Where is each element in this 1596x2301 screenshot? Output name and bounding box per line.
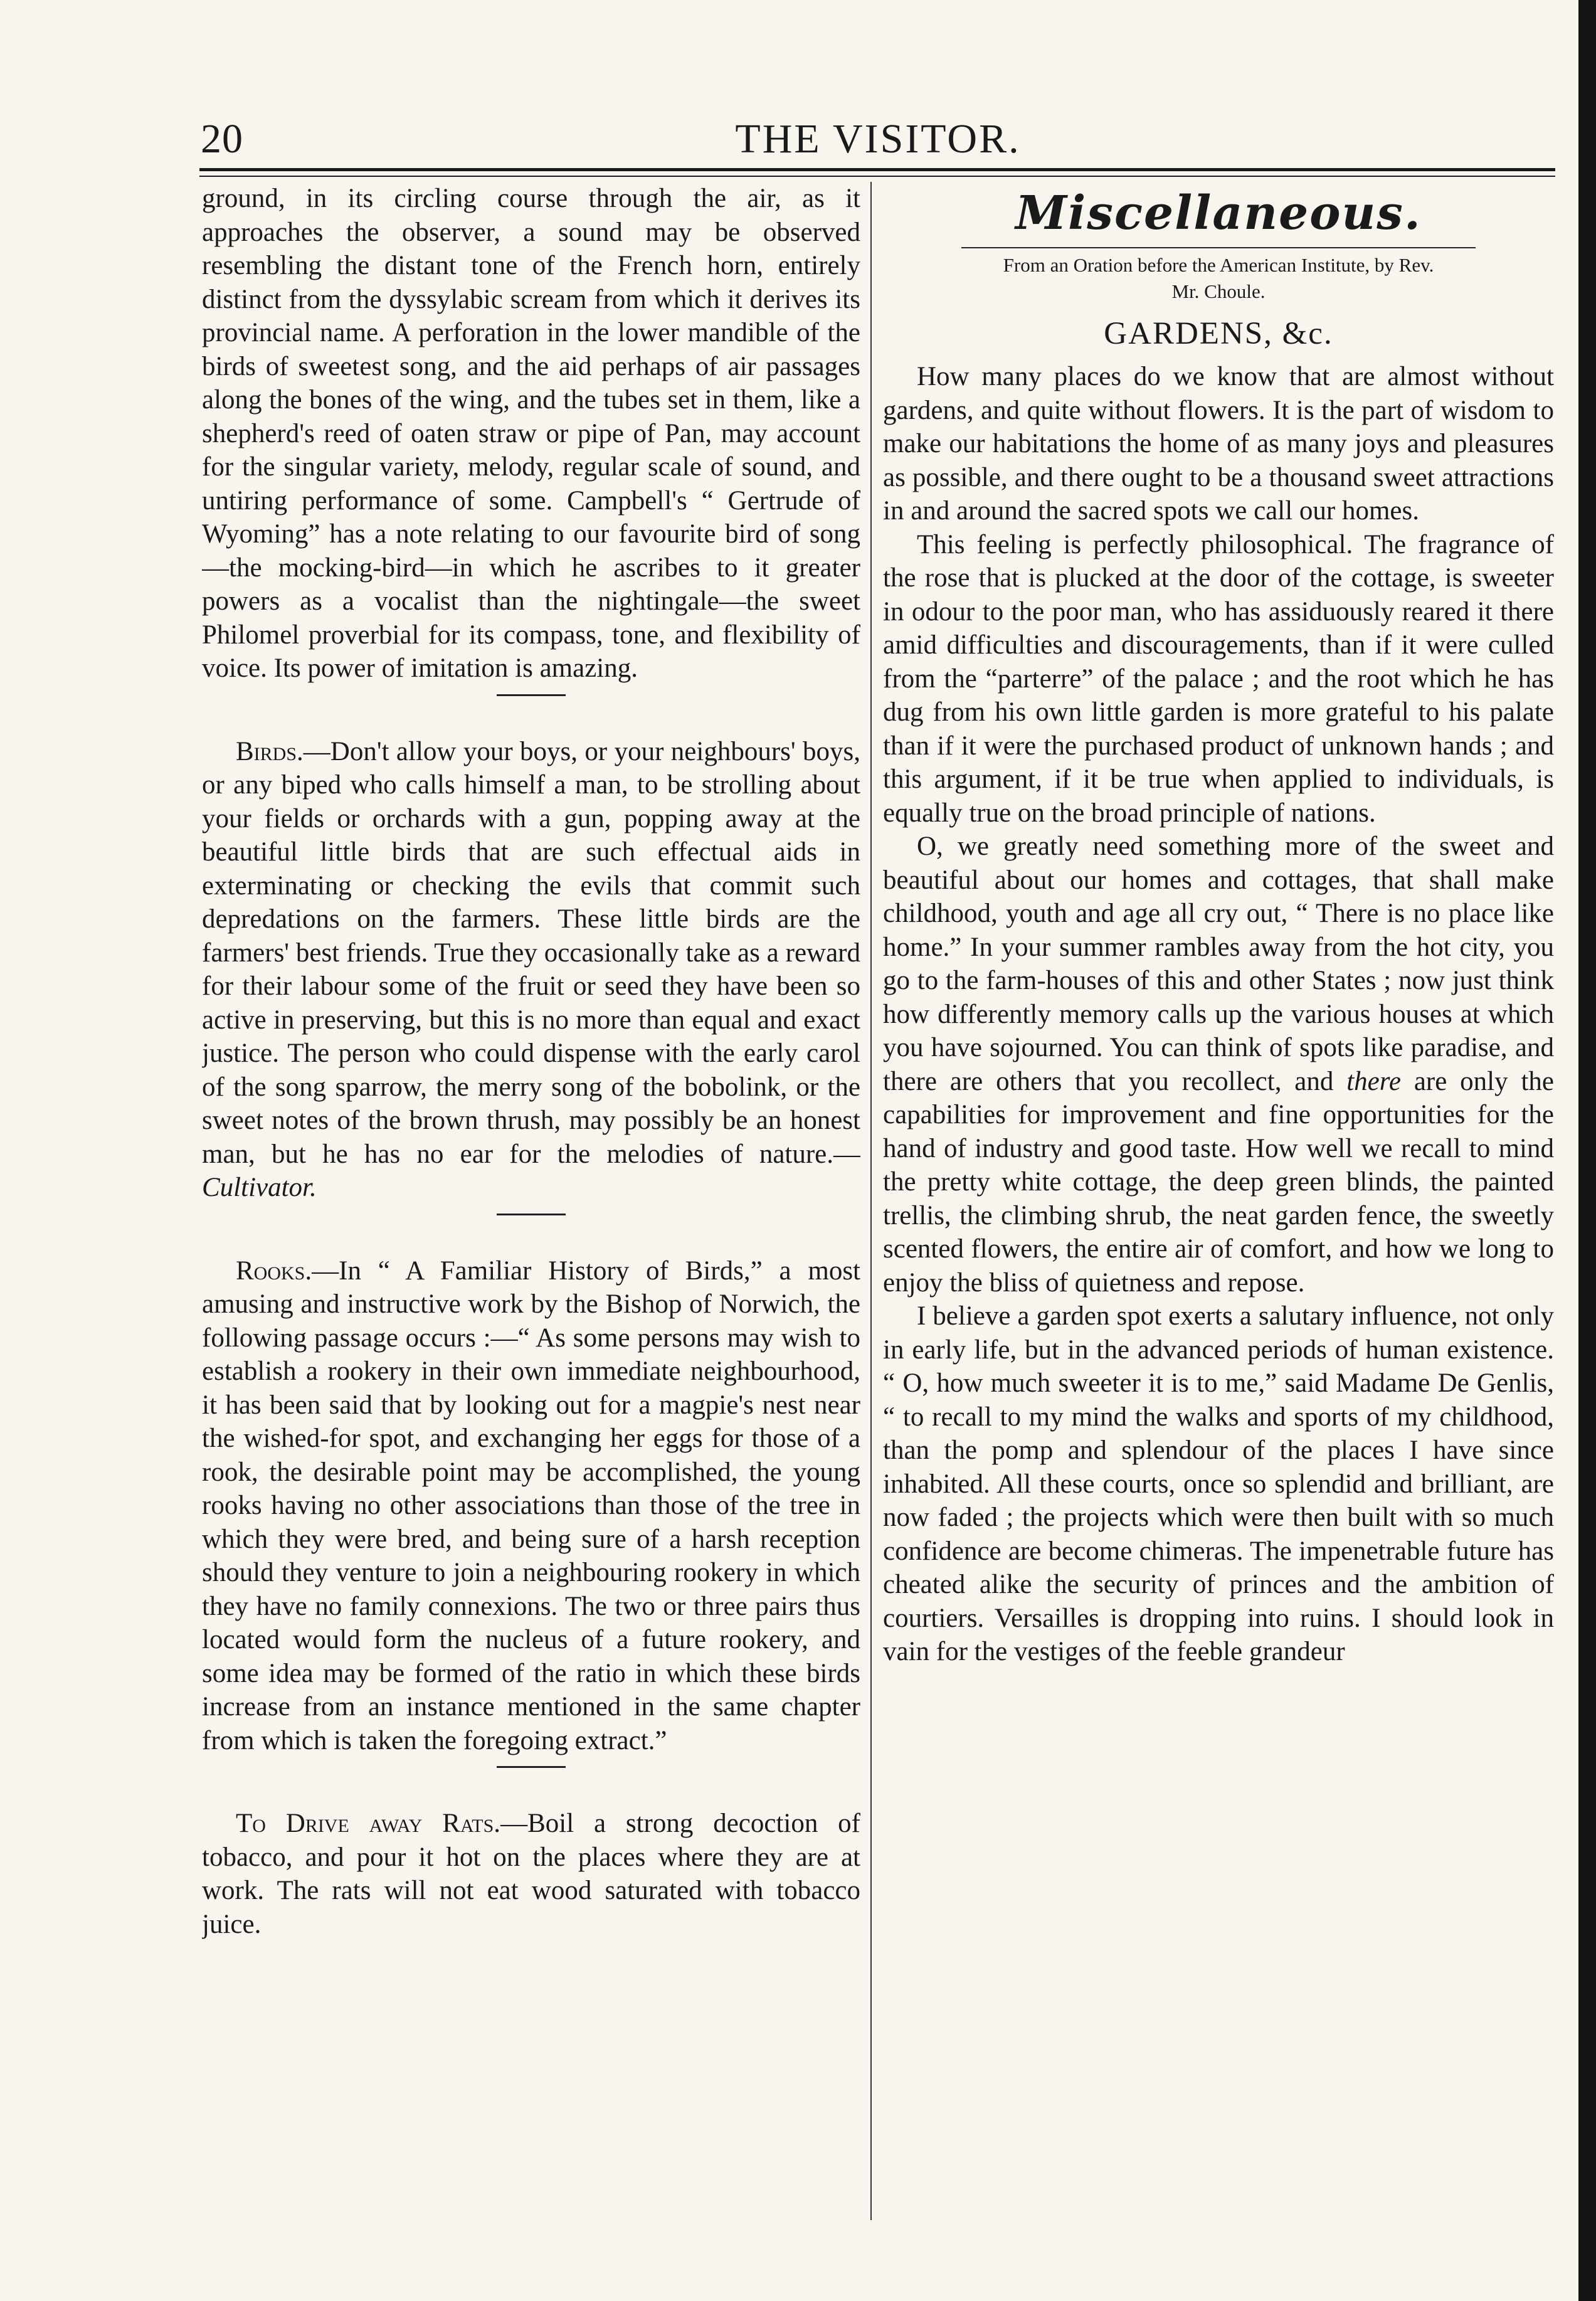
- article-subhead: GARDENS, &c.: [1104, 316, 1333, 351]
- emphasis-there: there: [1346, 1066, 1401, 1096]
- header-rule-thin: [199, 176, 1555, 177]
- spacer: [202, 1215, 860, 1254]
- gardens-paragraph-2: This feeling is perfectly philosophical. The fragrance of the rose that is plucked at the door of the cottage, is sweeter in odour to the poor man, who has assiduously reared it there amid difficulties and discouragements, than if it were culled from the “parterre” of the palace ; and the root which he has dug from his own little garden is more grateful to his palate than if it were the purchased product of unknown hands ; and this argument, if it be true when applied to individuals, is equally true on the broad principle of nations.: [883, 529, 1554, 828]
- source-note-line: Mr. Choule.: [1171, 280, 1266, 302]
- gardens-paragraph-4: I believe a garden spot exerts a salutary influence, not only in early life, but in the advanced periods of human existence. “ O, how much sweeter it is to me,” said Madame De Genlis, “ to recall to my mind the walks and sports of my childhood, than the pomp and splendour of the places I have since inhabited. All these courts, once so splendid and brilliant, are now faded ; the projects which were then built with so much confidence are become chimeras. The impenetrable future has cheated alike the security of princes and the ambition of courtiers. Versailles is dropping into ruins. I should look in vain for the vestiges of the feeble grandeur: [883, 1301, 1554, 1666]
- section-title: Miscellaneous.: [1015, 186, 1422, 240]
- scan-edge-bar: [1578, 0, 1596, 2301]
- rooks-paragraph: [202, 1254, 860, 1758]
- spacer: [202, 1768, 860, 1807]
- running-title: THE VISITOR.: [735, 116, 1021, 162]
- paragraph-text: are only the capabilities for improvement and fine opportunities for the hand of industry and good taste. How well we recall to mind the pretty white cottage, the deep green blinds, the painted trellis, the climbing shrub, the neat garden fence, the sweetly scented flowers, the entire air of comfort, and how we long to enjoy the bliss of quietness and repose.: [883, 1066, 1554, 1298]
- continued-paragraph: ground, in its circling course through the air, as it approaches the observer, a sound may be observed resembling the distant tone of the French horn, entirely distinct from the dyssylabic scream from which it derives its provincial name. A perforation in the lower mandible of the birds of sweetest song, and the aid perhaps of air passages along the bones of the wing, and the tubes set in them, like a shepherd's reed of oaten straw or pipe of Pan, may account for the singular variety, melody, regular scale of sound, and untiring performance of some. Campbell's “ Gertrude of Wyoming” has a note relating to our favourite bird of song—the mocking-bird—in which he ascribes to it greater powers as a vocalist than the nightingale—the sweet Philomel proverbial for its compass, tone, and flexibility of voice. Its power of imitation is amazing.: [202, 184, 860, 683]
- gardens-paragraph-3: [883, 830, 1554, 1299]
- column-divider: [870, 182, 872, 2220]
- birds-heading: Birds.: [236, 736, 304, 766]
- birds-text: —Don't allow your boys, or your neighbours' boys, or any biped who calls himself a man, to be strolling about your fields or orchards with a gun, popping away at the beautiful little birds that are such effectual aids in exterminating or checking the evils that commit such depredations on the farmers. These little birds are the farmers' best friends. True they occasionally take as a reward for their labour some of the fruit or seed they have been so active in preserving, but this is no more than equal and exact justice. The person who could dispense with the early carol of the song sparrow, the merry song of the bobolink, or the sweet notes of the brown thrush, may possibly be an honest man, but he has no ear for the melodies of nature.—: [202, 736, 860, 1169]
- paragraph-text: O, we greatly need something more of the sweet and beautiful about our homes and cottages, that shall make childhood, youth and age all cry out, “ There is no place like home.” In your summer rambles away from the hot city, you go to the farm-houses of this and other States ; now just think how differently memory calls up the various houses at which you have sojourned. You can think of spots like paradise, and there are others that you recollect, and: [883, 832, 1554, 1096]
- header-rule: [199, 168, 1555, 171]
- page-number: 20: [201, 116, 243, 162]
- title-rule: [961, 247, 1476, 248]
- right-column: [883, 182, 1554, 2220]
- gardens-paragraph-1: How many places do we know that are almost without gardens, and quite without flowers. It is the part of wisdom to make our habitations the home of as many joys and pleasures as possible, and there ought to be a thousand sweet attractions in and around the sacred spots we call our homes.: [883, 362, 1554, 526]
- rats-heading: To Drive away Rats.: [236, 1809, 501, 1838]
- birds-source: Cultivator.: [202, 1173, 317, 1202]
- page-header: [201, 114, 1555, 164]
- rats-text: —Boil a strong decoction of tobacco, and pour it hot on the places where they are at work. The rats will not eat wood saturated with tobacco juice.: [202, 1809, 860, 1939]
- rooks-text: —In “ A Familiar History of Birds,” a most amusing and instructive work by the Bishop of Norwich, the following passage occurs :—“ As some persons may wish to establish a rookery in their own immediate neighbourhood, it has been said that by looking out for a magpie's nest near the wished-for spot, and exchanging her eggs for those of a rook, the desirable point may be accomplished, the young rooks having no other associations than those of the tree in which they were bred, and being sure of a harsh reception should they venture to join a neighbouring rookery in which they have no family connexions. The two or three pairs thus located would form the nucleus of a future rookery, and some idea may be formed of the ratio in which these birds increase from an instance mentioned in the same chapter from which is taken the foregoing extract.”: [202, 1256, 860, 1755]
- left-column: [202, 182, 860, 2220]
- spacer: [202, 696, 860, 735]
- rats-paragraph: [202, 1807, 860, 1941]
- source-note: [883, 252, 1554, 305]
- rooks-heading: Rooks.: [236, 1256, 312, 1286]
- birds-paragraph: [202, 735, 860, 1205]
- source-note-line: From an Oration before the American Institute, by Rev.: [1003, 254, 1434, 276]
